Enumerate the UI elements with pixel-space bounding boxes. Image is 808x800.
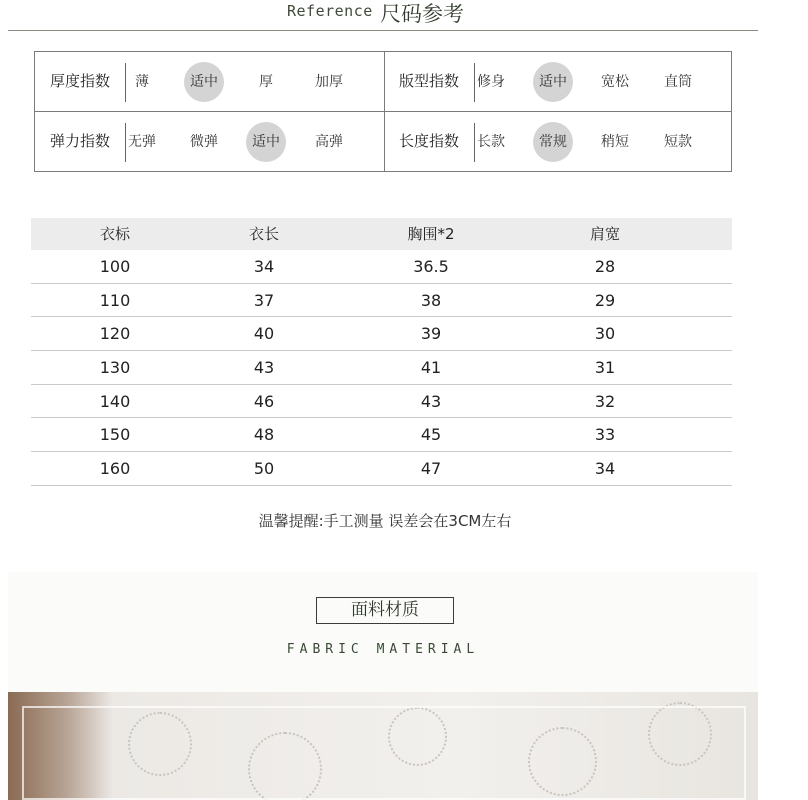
table-cell: 160	[99, 459, 131, 479]
table-cell: 32	[594, 391, 616, 411]
table-cell: 43	[253, 358, 275, 378]
table-header-cell: 衣长	[248, 225, 279, 243]
table-row	[31, 351, 732, 385]
table-cell: 41	[420, 358, 442, 378]
table-cell: 29	[594, 290, 616, 310]
table-header-cell: 胸围*2	[407, 225, 455, 243]
table-cell: 140	[99, 391, 131, 411]
index-cell	[35, 112, 383, 171]
table-cell: 38	[420, 290, 442, 310]
fabric-title-cn: 面料材质	[316, 597, 454, 624]
table-cell: 45	[420, 425, 442, 445]
index-title: 版型指数	[398, 72, 459, 90]
index-title: 厚度指数	[49, 72, 110, 90]
index-title: 弹力指数	[49, 132, 110, 150]
table-row	[31, 284, 732, 318]
index-option: 薄	[135, 74, 149, 90]
table-cell: 30	[594, 324, 616, 344]
index-option-selected: 常规	[533, 122, 573, 162]
table-row	[31, 385, 732, 419]
index-option: 厚	[259, 74, 273, 90]
table-cell: 100	[99, 257, 131, 276]
table-cell: 37	[253, 290, 275, 310]
index-option: 高弹	[315, 134, 343, 150]
photo-frame	[22, 706, 746, 800]
table-header-cell: 肩宽	[589, 225, 620, 243]
index-cell	[35, 52, 383, 111]
table-cell: 33	[594, 425, 616, 445]
fabric-title-en: FABRIC MATERIAL	[286, 642, 480, 657]
table-cell: 150	[99, 425, 131, 445]
table-cell: 110	[99, 290, 131, 310]
index-option: 微弹	[190, 134, 218, 150]
table-cell: 34	[253, 257, 275, 276]
index-option: 直筒	[664, 74, 692, 90]
table-cell: 43	[420, 391, 442, 411]
table-cell: 47	[420, 459, 442, 479]
fabric-photo	[8, 692, 758, 800]
index-option-selected: 适中	[533, 62, 573, 102]
measurement-note: 温馨提醒:手工测量 误差会在3CM左右	[258, 512, 512, 530]
index-panel	[34, 51, 732, 172]
fabric-section	[8, 572, 758, 694]
table-header-cell: 衣标	[99, 225, 130, 243]
index-option-selected: 适中	[246, 122, 286, 162]
table-cell: 39	[420, 324, 442, 344]
index-option: 修身	[477, 74, 505, 90]
index-option: 长款	[477, 134, 505, 150]
page-header	[0, 0, 808, 31]
table-cell: 28	[594, 257, 616, 276]
table-header-row	[31, 218, 732, 250]
table-cell: 120	[99, 324, 131, 344]
table-row	[31, 452, 732, 486]
index-option: 加厚	[315, 74, 343, 90]
table-row	[31, 317, 732, 351]
table-cell: 36.5	[413, 257, 449, 276]
index-option: 稍短	[601, 134, 629, 150]
header-divider	[8, 30, 758, 31]
table-cell: 48	[253, 425, 275, 445]
index-option: 短款	[664, 134, 692, 150]
index-cell	[384, 52, 732, 111]
table-cell: 50	[253, 459, 275, 479]
index-title: 长度指数	[398, 132, 459, 150]
table-cell: 46	[253, 391, 275, 411]
table-row	[31, 418, 732, 452]
table-row	[31, 250, 732, 284]
size-table	[31, 218, 732, 486]
table-cell: 40	[253, 324, 275, 344]
table-cell: 34	[594, 459, 616, 479]
index-option-selected: 适中	[184, 62, 224, 102]
table-cell: 31	[594, 358, 616, 378]
header-title-cn: 尺码参考	[380, 2, 464, 26]
index-cell	[384, 112, 732, 171]
index-option: 宽松	[601, 74, 629, 90]
table-cell: 130	[99, 358, 131, 378]
index-option: 无弹	[128, 134, 156, 150]
header-title-en: Reference	[287, 2, 373, 20]
